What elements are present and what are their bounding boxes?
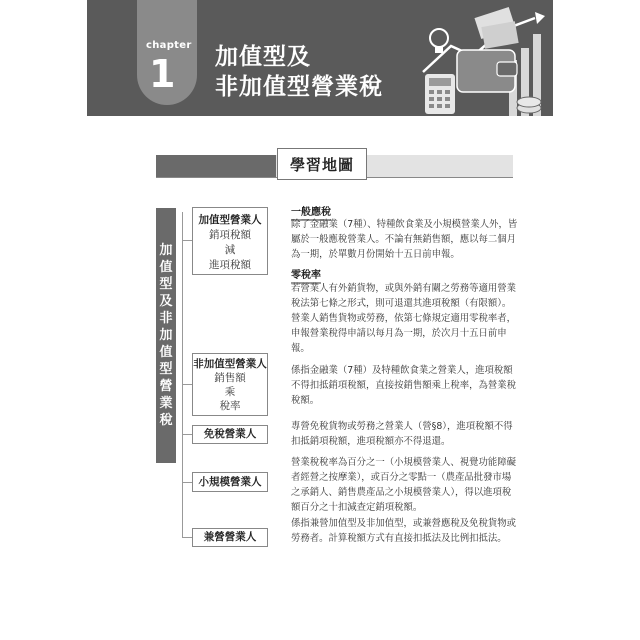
box-line: 銷售額 xyxy=(214,372,246,384)
chapter-banner xyxy=(87,0,553,116)
vertical-label-char: 加 xyxy=(159,243,173,258)
chapter-word: chapter xyxy=(146,40,192,51)
box-title: 非加值型營業人 xyxy=(193,358,267,370)
subheading-general-taxable: 一般應稅 xyxy=(291,203,331,221)
box-title: 加值型營業人 xyxy=(198,214,262,226)
box-line: 銷項稅額 xyxy=(209,229,251,241)
box-mixed-business: 兼營營業人 xyxy=(192,528,268,547)
vertical-topic-label xyxy=(156,208,176,463)
finance-illustration-icon xyxy=(417,0,553,116)
vertical-label-char: 型 xyxy=(159,362,173,377)
paragraph-tax-exempt: 專營免稅貨物或勞務之營業人（營§8），進項稅額不得扣抵銷項稅額，進項稅額亦不得退還。 xyxy=(291,421,513,447)
vertical-label-char: 業 xyxy=(159,396,173,411)
chapter-title-line1: 加值型及 xyxy=(215,44,311,70)
box-line: 減 xyxy=(224,244,236,256)
box-line: 乘 xyxy=(224,386,236,398)
vertical-label-char: 值 xyxy=(159,345,173,360)
box-small-scale-business: 小規模營業人 xyxy=(192,472,268,492)
paragraph-general-taxable: 除了金融業（7種）、特種飲食業及小規模營業人外，皆屬於一般應稅營業人。不論有無銷售額，應以每二個月為一期，於單數月份開始十五日前申報。 xyxy=(291,219,518,260)
vertical-label-char: 加 xyxy=(159,328,173,343)
paragraph-mixed: 係指兼營加值型及非加值型，或兼營應稅及免稅貨物或勞務者。計算稅額方式有直接扣抵法及比例扣抵法。 xyxy=(291,518,517,544)
vertical-label-char: 及 xyxy=(159,294,173,309)
box-value-added-business xyxy=(192,207,268,275)
paragraph-non-value-added: 係指金融業（7種）及特種飲食業之營業人，進項稅額不得扣抵銷項稅額，直接按銷售額乘上稅率，為營業稅稅額。 xyxy=(291,365,517,406)
subheading-zero-rate: 零稅率 xyxy=(291,266,321,284)
paragraph-small-scale: 營業稅稅率為百分之一（小規模營業人、視覺功能障礙者經營之按摩業），或百分之零點一（農產品批發市場之承銷人、銷售農產品之小規模營業人），得以進項稅額百分之十扣減查定銷項稅額。 xyxy=(291,457,517,513)
box-non-value-added-business xyxy=(192,353,268,416)
chapter-title-line2: 非加值型營業稅 xyxy=(215,74,383,100)
tree-connector xyxy=(182,212,183,537)
vertical-label-char: 營 xyxy=(159,379,173,394)
vertical-label-char: 值 xyxy=(159,260,173,275)
chapter-number: 1 xyxy=(149,52,176,96)
box-tax-exempt-business: 免稅營業人 xyxy=(192,425,268,444)
vertical-label-char: 非 xyxy=(159,311,173,326)
paragraph-zero-rate: 若營業人有外銷貨物，或與外銷有關之勞務等適用營業稅法第七條之形式，則可退還其進項稅額（有限額）。營業人銷售貨物或勞務，依第七條規定適用零稅率者，申報營業稅得申請以每月為一期，於次月十五日前申報。 xyxy=(291,283,517,354)
section-title: 學習地圖 xyxy=(277,148,367,180)
vertical-label-char: 稅 xyxy=(159,413,173,428)
vertical-label-char: 型 xyxy=(159,277,173,292)
box-line: 稅率 xyxy=(219,400,241,412)
box-line: 進項稅額 xyxy=(209,259,251,271)
